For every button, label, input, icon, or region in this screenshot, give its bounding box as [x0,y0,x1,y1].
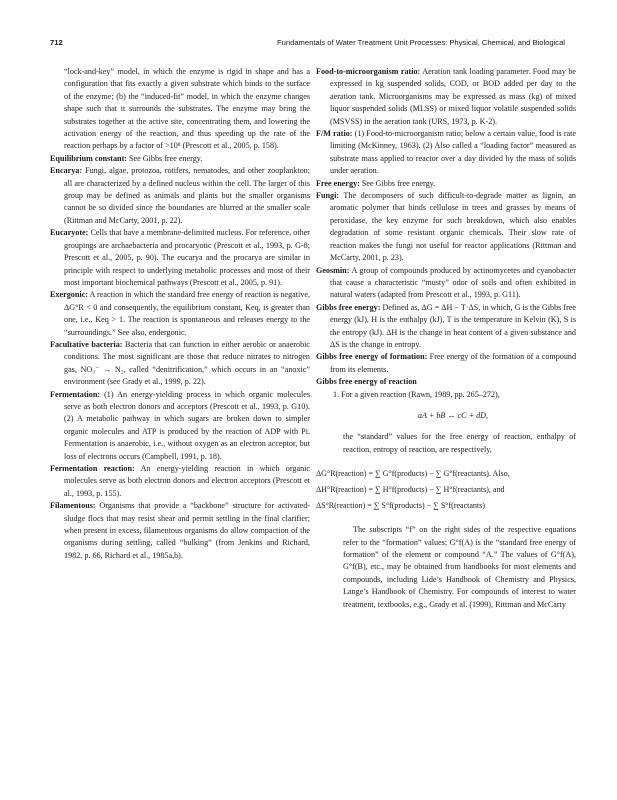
list-item-1: 1. For a given reaction (Rawn, 1989, pp. 265–272), [333,389,500,399]
glossary-entry-gibbs-formation [316,351,576,376]
left-column [50,66,310,562]
definition: Cells that have a membrane-delimited nucleus. For reference, other groupings are archaebacteria and procaryotic (Prescott et al., 1993, p. G-8; Prescott et al., 2005, p. 90). The eucarya and the procarya are similar in principle with respect to underlying metabolic processes and most of their most important biochemical pathways (Prescott et al., 2005, p. 91). [64,228,311,287]
running-title: Fundamentals of Water Treatment Unit Processes: Physical, Chemical, and Biological [277,38,565,47]
right-column [316,66,576,611]
definition: Defined as, ΔG = ΔH − T·ΔS, in which, G is the Gibbs free energy (kJ), H is the enthalpy (kJ), T is the temperature in Kelvin (K), S is the entropy (kJ). ΔH is the change in heat content of a given substance and ΔS is the change in entropy. [330,302,577,349]
definition: (1) Food-to-microorganism ratio; below a certain value, food is rate limiting (McKinney, 1963). (2) Also called a “loading factor” measured as substrate mass applied to reactor over a day divided by the mass of solids under aeration. [330,129,577,176]
definition: See Gibbs free energy. [361,178,436,188]
glossary-entry-geosmin [316,265,576,302]
running-header [50,38,565,52]
page-number: 712 [50,38,63,47]
term: Filamentous: [50,501,96,511]
term: Encarya: [50,166,83,176]
glossary-entry-filamentous [50,500,310,562]
definition: Fungi, algae, protozoa, rotifers, nematodes, and other zooplankton; all are characterized by a defined nucleus within the cell. The larger of this group may be defined as animals and plants but the smaller organisms cannot be so divided since the boundaries are blurred at the smaller scale (Rittman and McCarty, 2001, p. 22). [64,166,310,225]
equation-enthalpy: ΔH°R(reaction) = ∑ H°f(products) − ∑ H°f(reactants), and [316,485,505,495]
glossary-entry-fermentation [50,389,310,463]
term: F/M ratio: [316,129,353,139]
term: Geosmin: [316,265,350,275]
term: Gibbs free energy of reaction [316,377,417,387]
reaction-equation: aA + bB ↔ cC + dD, [417,410,489,420]
definition: An energy-yielding reaction in which organic molecules serve as both electron donors and electron acceptors (Prescott et al., 1993, p. 155). [64,464,311,498]
term: Fermentation: [50,389,101,399]
glossary-entry-free-energy [316,178,576,190]
definition: A group of compounds produced by actinomycetes and cyanobacter that cause a characteristic “musty” odor of soils and often exhibited in natural waters (adapted from Prescott et al., 1993, p. G11). [330,265,576,300]
definition: Free energy of the formation of a compound from its elements. [330,352,577,374]
glossary-entry-gibbs [316,302,576,352]
term: Fermentation reaction: [50,464,135,473]
term: Gibbs free energy of formation: [316,352,428,362]
definition: The decomposers of such difficult-to-degrade matter as lignin, an aromatic polymer that binds cellulose in trees and grasses by means of peroxidase, the key enzyme for such breakdown, which also enables degradation of some resistant organic chemicals. Their slow rate of reaction makes the fungi not useful for reactor applications (Rittman and McCarty, 2001, p. 23). [330,191,576,263]
definition: A reaction in which the standard free energy of reaction is negative, ΔG°R < 0 and consequently, the equilibrium constant, Keq, is greater than one, i.e., Keq > 1. The reaction is spontaneous and releases energy to the “surroundings.” See also, endergonic. [64,290,310,337]
equation-intro: the “standard” values for the free energy of reaction, enthalpy of reaction, entropy of reaction, are respectively, [343,432,576,454]
definition: Organisms that provide a “backbone” structure for activated-sludge flocs that may resist shear and permit settling in the final clarifier; when present in excess, filamentous organisms do allow compaction of the organisms during settling, called “bulking” (from Jenkins and Richard, 1982, p. 66, Richard et al., 1985a,b). [64,501,310,560]
term: Fungi: [316,191,340,201]
glossary-entry-fm-ratio [316,128,576,178]
equation-gibbs: ΔG°R(reaction) = ∑ G°f(products) − ∑ G°f(reactants). Also, [316,469,510,479]
glossary-entry-eucaryote [50,227,310,289]
glossary-entry-fermentation-reaction [50,463,310,500]
glossary-entry-exergonic [50,289,310,339]
glossary-entry-gibbs-reaction [316,376,576,388]
glossary-entry-fungi [316,190,576,264]
definition: Bacteria that can function in either aerobic or anaerobic conditions. The most significant are those that reduce nitrates to nitrogen gas, NO₃⁻ → N₂, called “denitrification,” which occurs in an “anoxic” environment (see Grady et al., 1999, p. 22). [64,339,310,387]
glossary-entry-equilibrium [50,153,310,165]
term: Gibbs free energy: [316,302,381,312]
equation-entropy: ΔS°R(reaction) = ∑ S°f(products) − ∑ S°f(reactants) [316,501,485,511]
definition: (1) An energy-yielding process in which organic molecules serve as both electron donors and acceptors (Prescott et al., 1993, p. G10). (2) A metabolic pathway in which sugars are broken down to simpler organic molecules and ATP is produced by the reaction of ADP with Pi. Fermentation is anaerobic, i.e., without oxygen as an electron acceptor, but loss of electrons occurs (Campbell, 1991, p. 18). [64,389,310,461]
glossary-entry-facultative [50,339,310,389]
closing-paragraph: The subscripts “f” on the right sides of the respective equations refer to the “formation” values; G°f(A) is the “standard free energy of formation” of the element or compound “A.” The values of G°f(A), G°f(B), etc., may be obtained from handbooks for most elements and compounds, including Lide’s Handbook of Chemistry and Physics, Lange’s Handbook of Chemistry. For compounds of interest to water treatment, textbooks, e.g., Grady et al. (1999), Rittman and McCarty [343,525,576,609]
term: Free energy: [316,178,360,188]
continued-paragraph: “lock-and-key” model, in which the enzyme is rigid in shape and has a configuration that fits exactly a given substrate which binds to the surface of the enzyme; (b) the “induced-fit” model, in which the enzyme changes shape such that it surrounds the substrates. The enzyme may bring the substrates together at the active site, concentrating them, and lowering the activation energy of the reaction, and thus speeding up the rate of the reaction perhaps by a factor of >10⁸ (Prescott et al., 2005, p. 158). [64,67,310,151]
term: Eucaryote: [50,228,89,238]
term: Equilibrium constant: [50,153,127,163]
glossary-entry-f2m [316,66,576,128]
definition: Aeration tank loading parameter. Food may be expressed in kg suspended solids, COD, or BOD added per day to the aeration tank. Microorganisms may be expressed as mass (kg) of mixed liquor suspended solids (MLSS) or mixed liquor volatile suspended solids (MSVSS) in the aeration tank (URS, 1973, p. K-2). [330,67,576,126]
term: Facultative bacteria: [50,339,123,349]
term: Exergonic: [50,290,88,300]
glossary-entry-encarya [50,165,310,227]
definition: See Gibbs free energy. [129,153,203,163]
term: Food-to-microorganism ratio: [316,67,421,76]
